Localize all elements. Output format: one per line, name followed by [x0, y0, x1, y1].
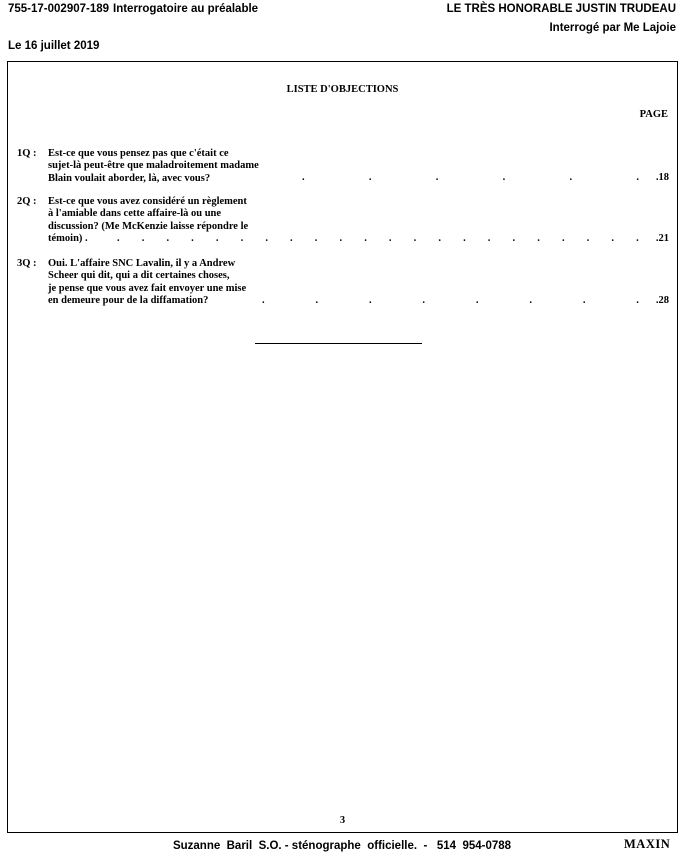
objection-page: .28 [655, 295, 669, 306]
dot-leader: . . . . . . . . [262, 295, 639, 306]
page-column-label: PAGE [639, 109, 668, 120]
witness-name: LE TRÈS HONORABLE JUSTIN TRUDEAU [446, 3, 676, 15]
objections-list-title: LISTE D'OBJECTIONS [286, 84, 399, 95]
objection-text: Oui. L'affaire SNC Lavalin, il y a Andrew Scheer qui dit, qui a dit certaines choses, je pense que vous avez fait envoyer une mise en demeure pour de la diffamation? [48, 258, 247, 306]
examination-date: Le 16 juillet 2019 [8, 40, 100, 52]
examiner-name: Interrogé par Me Lajoie [549, 22, 676, 34]
objection-text: Est-ce que vous pensez pas que c'était ce sujet-là peut-être que maladroitement madame Blain voulait aborder, là, avec vous? [48, 148, 259, 184]
objection-item [17, 258, 669, 310]
objection-item [17, 196, 669, 248]
maxin-logo: MAXIN [624, 837, 671, 851]
document-type: Interrogatoire au préalable [113, 3, 259, 15]
objection-text: Est-ce que vous avez considéré un règlement à l'amiable dans cette affaire-là ou une discussion? (Me McKenzie laisse répondre le témoin) . [48, 196, 249, 244]
objection-number: 3Q : [17, 258, 37, 269]
objection-number: 1Q : [17, 148, 37, 159]
objection-item [17, 148, 669, 188]
objection-page: .21 [655, 233, 669, 244]
objection-page: .18 [655, 172, 669, 183]
page-frame [7, 61, 678, 833]
objection-number: 2Q : [17, 196, 37, 207]
file-number: 755-17-002907-189 [8, 3, 110, 15]
reporter-footer: Suzanne Baril S.O. - sténographe officielle. - 514 954-0788 [172, 840, 512, 852]
dot-leader: . . . . . . . . . . . . . . . . . . . . . . [117, 233, 639, 244]
dot-leader: . . . . . . [302, 172, 639, 183]
end-separator-line [255, 343, 422, 344]
page-number: 3 [339, 815, 346, 826]
